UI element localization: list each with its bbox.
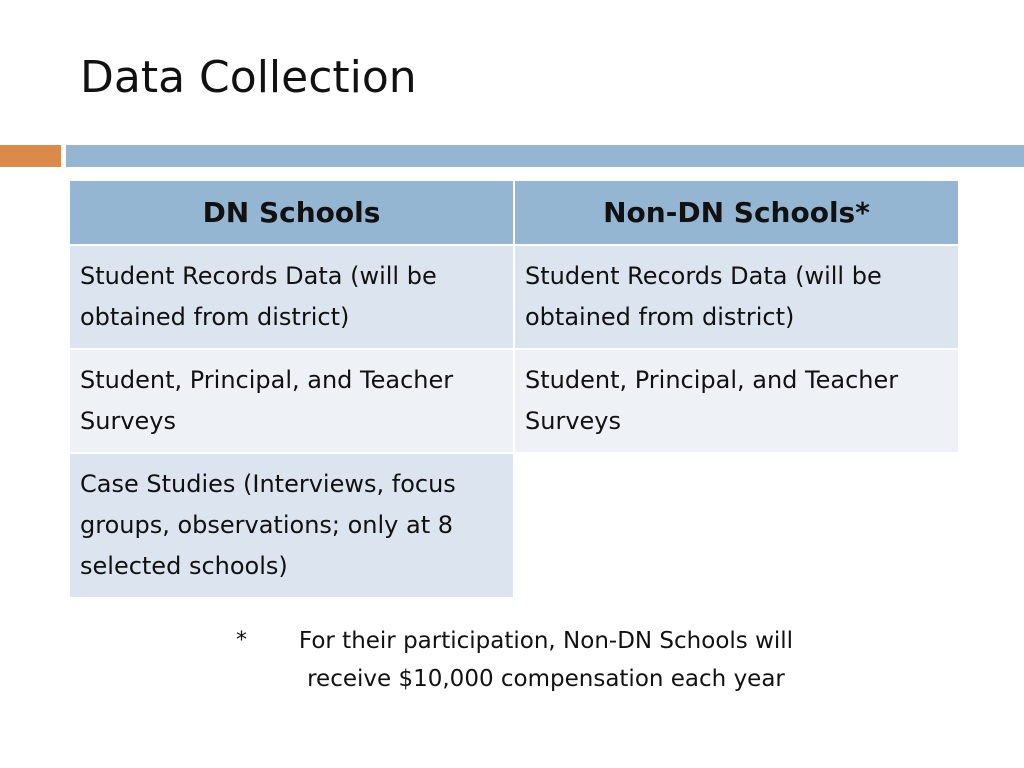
table-header-row [70, 181, 958, 244]
table-cell: Student, Principal, and Teacher Surveys [70, 350, 513, 452]
slide-title: Data Collection [80, 52, 417, 103]
footnote-line: For their participation, Non-DN Schools will [298, 628, 794, 654]
table-cell: Case Studies (Interviews, focus groups, observations; only at 8 selected schools) [70, 454, 513, 597]
table-cell: Student Records Data (will be obtained from district) [70, 246, 513, 348]
accent-bar-orange [0, 145, 61, 167]
data-collection-table [68, 179, 960, 599]
footnote-line: receive $10,000 compensation each year [307, 666, 785, 692]
header-dn-schools: DN Schools [70, 181, 513, 244]
table-cell: Student Records Data (will be obtained from district) [515, 246, 958, 348]
table-row [70, 350, 958, 452]
table-row [70, 246, 958, 348]
accent-bar-blue [66, 145, 1024, 167]
table-row [70, 454, 958, 597]
table-cell: Student, Principal, and Teacher Surveys [515, 350, 958, 452]
footnote [236, 622, 836, 698]
table-cell-empty [515, 454, 958, 597]
footnote-marker: * [236, 628, 247, 653]
header-non-dn-schools: Non-DN Schools* [515, 181, 958, 244]
footnote-text [256, 622, 836, 698]
